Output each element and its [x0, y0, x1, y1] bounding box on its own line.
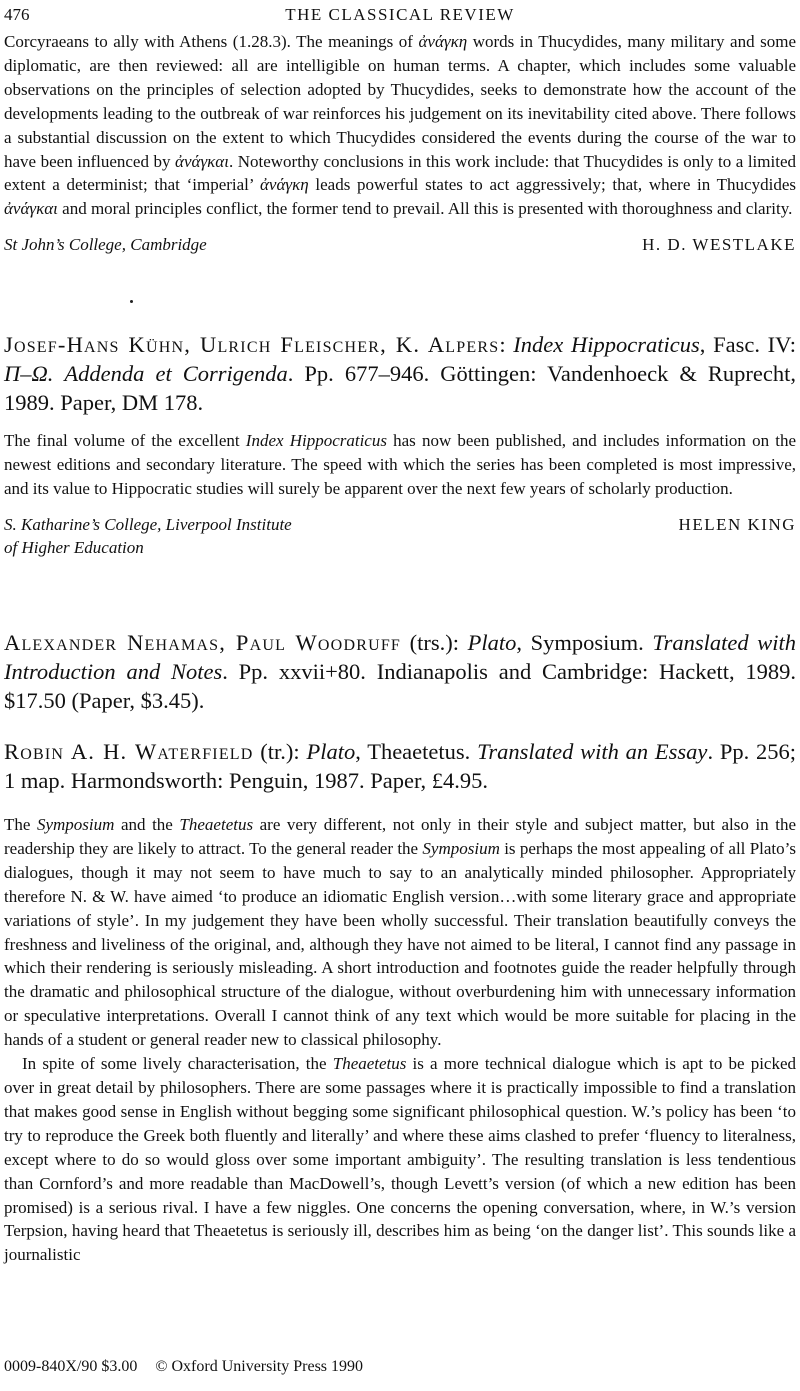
page-footer — [4, 1356, 796, 1378]
page-number: 476 — [4, 5, 30, 24]
affiliation: S. Katharine’s College, Liverpool Institute — [4, 514, 292, 534]
review-heading: Josef-Hans Kühn, Ulrich Fleischer, K. Alpers: Index Hippocraticus, Fasc. IV: Π–Ω. Addenda et Corrigenda. Pp. 677–946. Göttingen: Vandenhoeck & Ruprecht, 1989. Paper, DM 178. — [4, 332, 797, 415]
journal-title: THE CLASSICAL REVIEW — [285, 5, 515, 24]
signature-king — [4, 513, 796, 559]
reviewer-name: HELEN KING — [678, 514, 796, 534]
issn-price: 0009-840X/90 $3.00 — [4, 1358, 138, 1375]
copyright: © Oxford University Press 1990 — [155, 1358, 364, 1375]
review-plato-para-2: In spite of some lively characterisation, the Theaetetus is a more technical dialogue which is apt to be picked over in great detail by philosophers. There are some passages where it is practically impossible to find a translation that makes good sense in English without begging some significant philosophical question. W.’s policy has been ‘to try to reproduce the Greek both fluently and literally’ and where these aims clashed to prefer ‘fluency to literalness, except where to do so would gloss over some important ambiguity’. The resulting translation is less tendentious than Cornford’s and more readable than MacDowell’s, though Levett’s version (of which a new edition has been promised) is a serious rival. I have a few niggles. One concerns the opening conversation, where, in W.’s version Terpsion, having heard that Theaetetus is seriously ill, describes him as being ‘on the danger list’. This sounds like a journalistic — [4, 1054, 797, 1265]
affiliation-line-2: of Higher Education — [4, 537, 144, 557]
review-westlake — [4, 30, 796, 279]
review-heading-symposium: Alexander Nehamas, Paul Woodruff (trs.): Plato, Symposium. Translated with Introduction and Notes. Pp. xxvii+80. Indianapolis and Cambridge: Hackett, 1989. $17.50 (Paper, $3.45). — [4, 630, 797, 713]
review-westlake-text: Corcyraeans to ally with Athens (1.28.3). The meanings of ἀνάγκη words in Thucydides, many military and some diplomatic, are then reviewed: all are intelligible on human terms. A chapter, which includes some valuable observations on the principles of selection adopted by Thucydides, seeks to demonstrate how the account of the developments leading to the outbreak of war reinforces his judgement on its inevitability cited above. There follows a substantial discussion on the extent to which Thucydides considered the events during the course of the war to have been influenced by ἀνάγκαι. Noteworthy conclusions in this work include: that Thucydides is only to a limited extent a determinist; that ‘imperial’ ἀνάγκη leads powerful states to act aggressively; that, where in Thucydides ἀνάγκαι and moral principles conflict, the former tend to prevail. All this is presented with thoroughness and clarity. — [4, 32, 796, 219]
review-heading-theaetetus: Robin A. H. Waterfield (tr.): Plato, Theaetetus. Translated with an Essay. Pp. 256; 1 map. Harmondsworth: Penguin, 1987. Paper, £4.95. — [4, 739, 797, 793]
review-king — [4, 330, 796, 559]
running-head — [4, 4, 796, 26]
affiliation: St John’s College, Cambridge — [4, 235, 207, 255]
reviewer-name: H. D. WESTLAKE — [642, 235, 796, 255]
signature-westlake — [4, 233, 796, 279]
review-king-text: The final volume of the excellent Index Hippocraticus has now been published, and includes information on the newest editions and secondary literature. The speed with which the series has been completed is most impressive, and its value to Hippocratic studies will surely be apparent over the next few years of scholarly production. — [4, 431, 796, 498]
review-plato — [4, 628, 796, 1267]
review-plato-para-1: The Symposium and the Theaetetus are very different, not only in their style and subject matter, but also in the readership they are likely to attract. To the general reader the Symposium is perhaps the most appealing of all Plato’s dialogues, though it may not seem to have much to say to an analytically minded philosopher. Appropriately therefore N. & W. have aimed ‘to produce an idiomatic English version…with some literary grace and appropriate variations of style’. In my judgement they have been wholly successful. Their translation beautifully conveys the freshness and liveliness of the original, and, although they have not aimed to be literal, I cannot find any passage in which their rendering is seriously misleading. A short introduction and footnotes guide the reader helpfully through the dramatic and philosophical structure of the dialogue, without overburdening him with unnecessary information or speculative interpretations. Overall I cannot think of any text which would be more suitable for placing in the hands of a student or general reader new to classical philosophy. — [4, 815, 796, 1050]
stray-mark — [130, 300, 133, 303]
